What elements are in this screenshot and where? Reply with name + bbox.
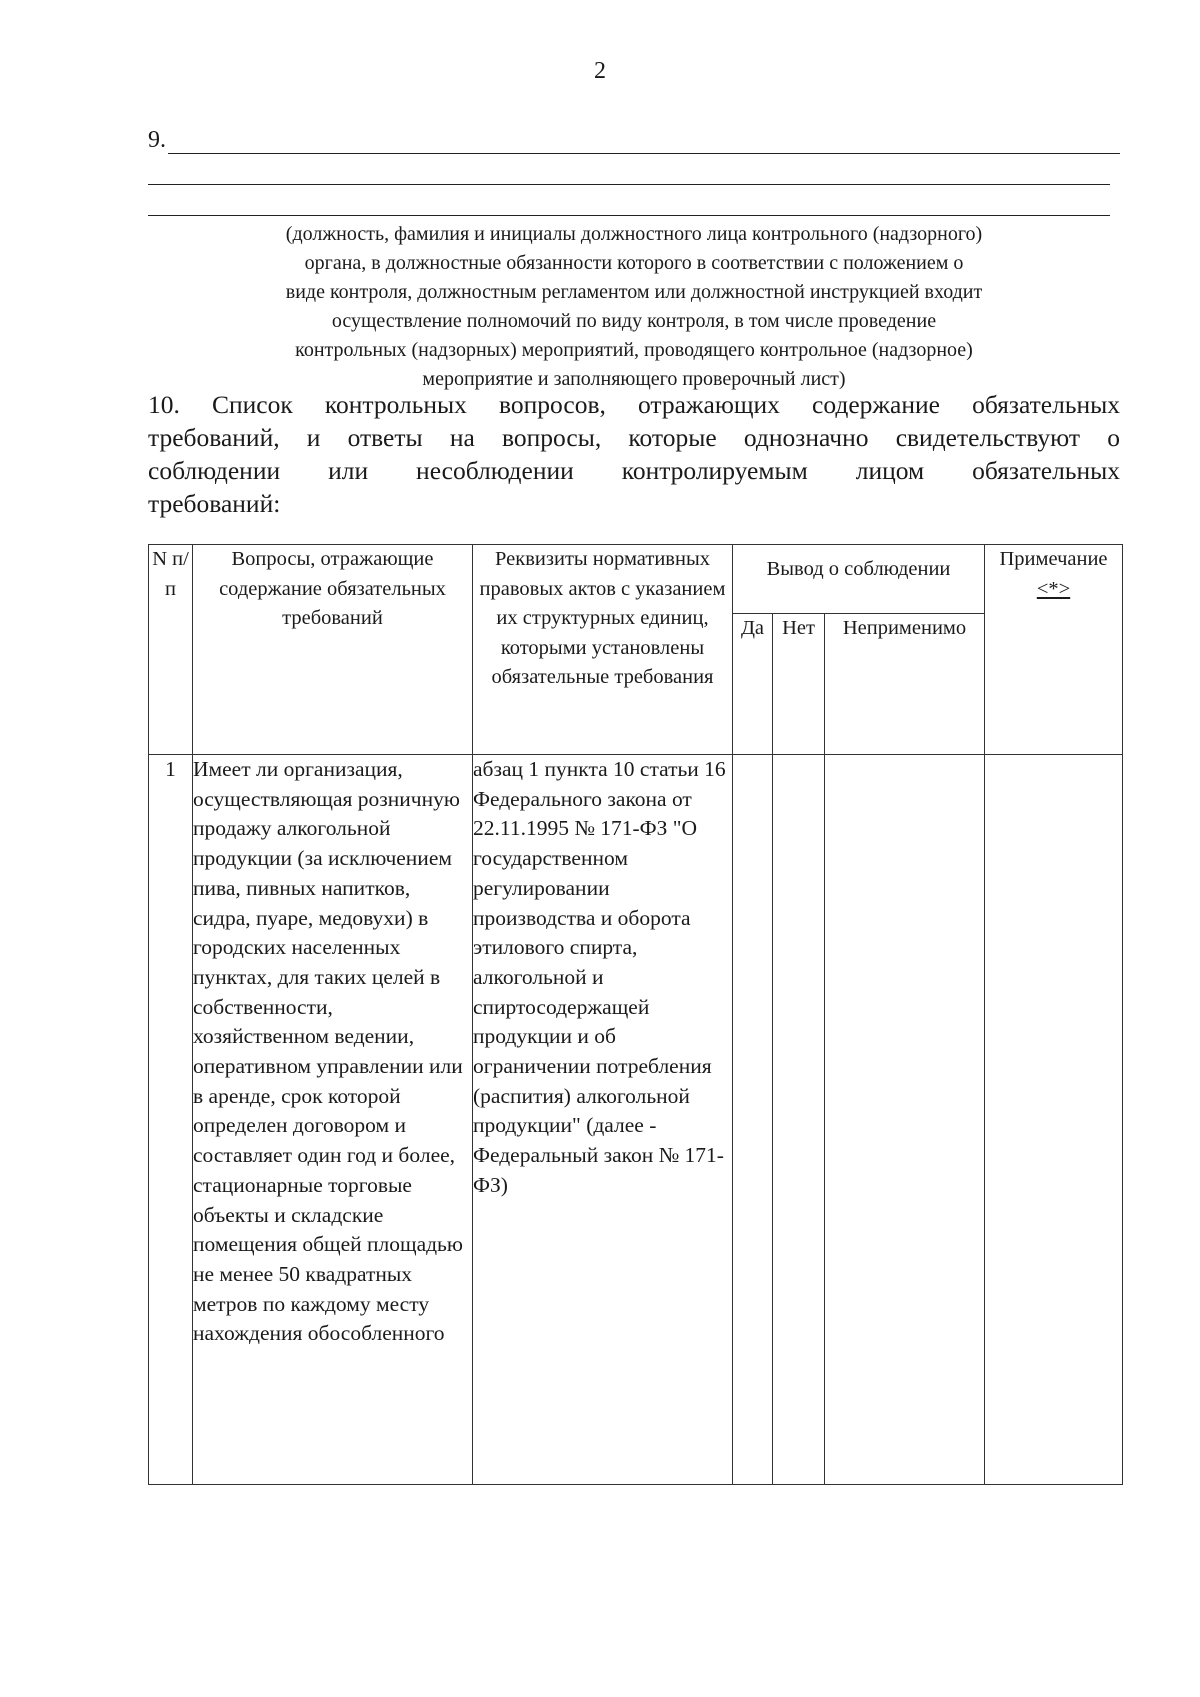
item-10-line: требований, и ответы на вопросы, которые однозначно свидетельствуют о [148,423,1120,452]
header-note-label: Примечание [999,548,1108,570]
row-answer-na[interactable] [825,755,985,1485]
header-questions: Вопросы, отражающие содержание обязательных требований [193,545,473,755]
fill-line-2 [148,184,1110,185]
table-row [149,755,1123,1485]
header-note-mark: <*> [1036,577,1071,600]
item-9-number: 9. [148,127,166,153]
page-number: 2 [594,58,606,84]
header-num: N п/п [149,545,193,755]
caption-line: (должность, фамилия и инициалы должностного лица контрольного (надзорного) [285,223,983,245]
row-answer-yes[interactable] [733,755,773,1485]
header-na: Неприменимо [825,614,985,755]
fill-line-3 [148,215,1110,216]
caption-line: органа, в должностные обязанности которого в соответствии с положением о [304,252,964,274]
item-10-line: соблюдении или несоблюдении контролируемым лицом обязательных [148,456,1120,485]
caption-line: контрольных (надзорных) мероприятий, проводящего контрольное (надзорное) [295,339,973,361]
table-header-row [149,545,1123,614]
item-10-line: требований: [148,489,281,518]
header-conclusion: Вывод о соблюдении [733,545,985,614]
field-caption [148,220,1120,394]
header-yes: Да [733,614,773,755]
item-10-line: 10. Список контрольных вопросов, отражающих содержание обязательных [148,390,1120,419]
row-number: 1 [149,755,193,1485]
row-answer-no[interactable] [773,755,825,1485]
caption-line: мероприятие и заполняющего проверочный лист) [422,368,846,390]
header-no: Нет [773,614,825,755]
row-note[interactable] [985,755,1123,1485]
item-9-field [148,122,1120,154]
caption-line: виде контроля, должностным регламентом или должностной инструкцией входит [285,281,983,303]
row-requisites: абзац 1 пункта 10 статьи 16 Федерального закона от 22.11.1995 № 171-ФЗ "О государственном регулировании производства и оборота этилового спирта, алкогольной и спиртосодержащей продукции и об ограничении потребления (распития) алкогольной продукции" (далее - Федеральный закон № 171-ФЗ) [473,755,733,1485]
item-10-paragraph [148,388,1120,520]
row-question: Имеет ли организация, осуществляющая розничную продажу алкогольной продукции (за исключением пива, пивных напитков, сидра, пуаре, медовухи) в городских населенных пунктах, для таких целей в собственности, хозяйственном ведении, оперативном управлении или в аренде, срок которой определен договором и составляет один год и более, стационарные торговые объекты и складские помещения общей площадью не менее 50 квадратных метров по каждому месту нахождения обособленного [193,755,473,1485]
caption-line: осуществление полномочий по виду контроля, в том числе проведение [331,310,937,332]
header-note [985,545,1123,755]
header-requisites: Реквизиты нормативных правовых актов с указанием их структурных единиц, которыми установлены обязательные требования [473,545,733,755]
checklist-table [148,544,1123,1485]
item-9-fill-line [168,127,1120,154]
